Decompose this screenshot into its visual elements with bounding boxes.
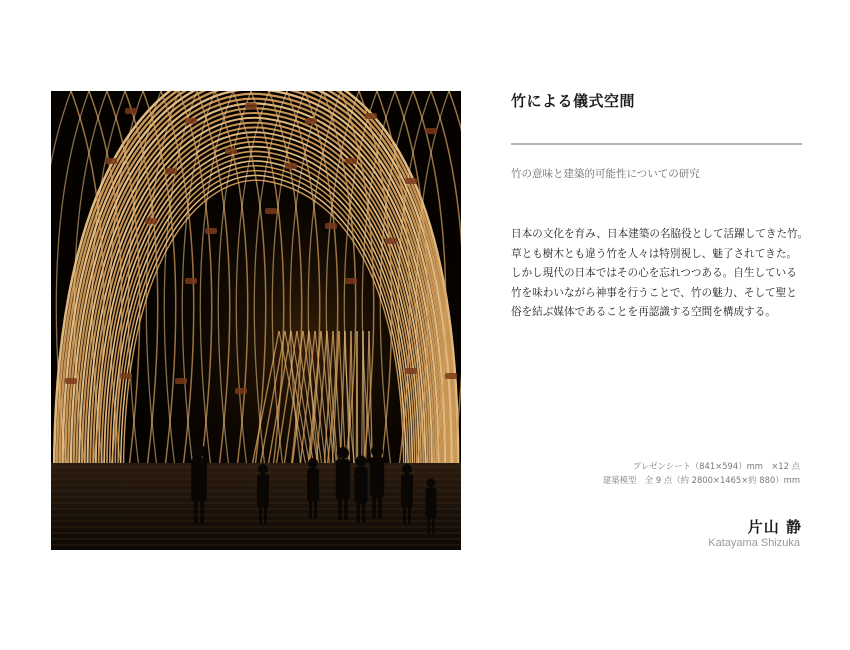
description-line: 俗を結ぶ媒体であることを再認識する空間を構成する。 [511,306,776,318]
description-line: 日本の文化を育み、日本建築の名脇役として活躍してきた竹。 [511,228,809,240]
description-line: しかし現代の日本ではその心を忘れつつある。自生している [511,267,797,279]
title-divider [511,143,802,145]
spec-presentation: プレゼンシート（841×594）mm ×12 点 [632,461,800,471]
description-line: 竹を味わいながら神事を行うことで、竹の魅力、そして聖と [511,286,797,299]
description-line: 草とも樹木とも違う竹を人々は特別視し、魅了されてきた。 [511,247,798,260]
description-text [511,225,811,323]
author-name-jp: 片山 静 [747,518,802,536]
author-name-en: Katayama Shizuka [708,537,800,549]
page-title: 竹による儀式空間 [511,92,636,110]
spec-model: 建築模型 全 9 点（約 2800×1465×約 880）mm [602,475,800,485]
bamboo-arch-photo [51,91,461,550]
page-subtitle: 竹の意味と建築的可能性についての研究 [511,168,700,180]
